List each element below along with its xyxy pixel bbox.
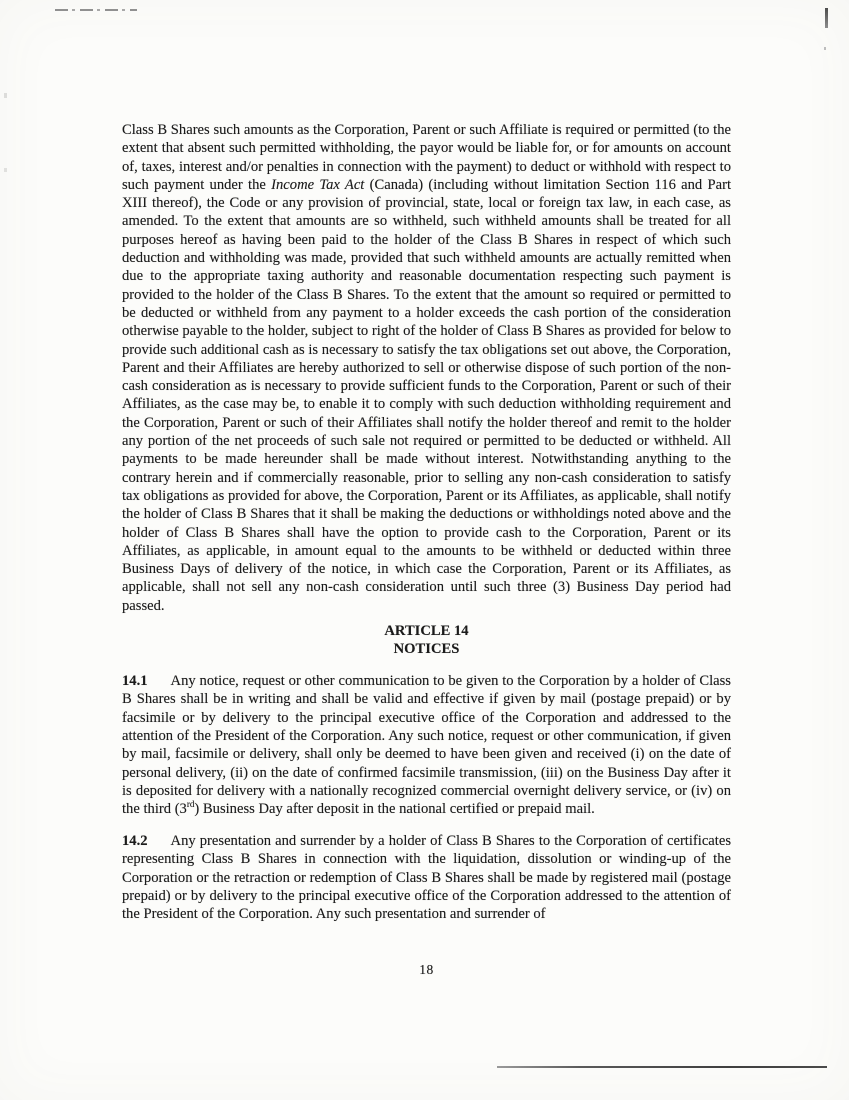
section-14-1: [122, 672, 731, 818]
text-segment: 14.1: [122, 673, 148, 690]
article-heading: [122, 622, 731, 659]
article-subtitle: NOTICES: [393, 641, 460, 658]
scan-artifact-speck: [4, 93, 7, 98]
page-number: 18: [419, 962, 434, 977]
text-segment: ) Business Day after deposit in the national certified or prepaid mail.: [194, 801, 595, 818]
text-segment: Class B Shares such amounts as the Corporation, Parent or such Affiliate is required or permitted (to the extent that absent such permitted withholding, the payor would be liable for, or for amounts on account of, taxes, interest and/or penalties in connection with the payment) to deduct or withhold with respect to such payment under the: [122, 122, 731, 193]
section-14-2: [122, 832, 731, 923]
text-segment: 14.2: [122, 832, 148, 849]
text-segment: Any notice, request or other communication to be given to the Corporation by a holder of Class B Shares shall be in writing and shall be valid and effective if given by mail (postage prepaid) or by facsimile or by delivery to the principal executive office of the Corporation and addressed to the attention of the President of the Corporation. Any such notice, request or other communication, if given by mail, facsimile or delivery, shall only be deemed to have been given and received (i) on the date of personal delivery, (ii) on the date of confirmed facsimile transmission, (iii) on the Business Day after it is deposited for delivery with a nationally recognized commercial overnight delivery service, or (iv) on the third (3: [122, 673, 731, 818]
text-segment: Any presentation and surrender by a holder of Class B Shares to the Corporation of certificates representing Class B Shares in connection with the liquidation, dissolution or winding-up of the Corporation or the retraction or redemption of Class B Shares shall be made by registered mail (postage prepaid) or by delivery to the principal executive office of the Corporation addressed to the attention of the President of the Corporation. Any such presentation and surrender of: [122, 832, 731, 923]
text-segment: rd: [186, 799, 195, 810]
article-title: ARTICLE 14: [384, 623, 469, 640]
scan-artifact-speck: [4, 168, 7, 172]
scan-artifact-bottom-line: [497, 1066, 827, 1068]
text-segment: (Canada) (including without limitation Section 116 and Part XIII thereof), the Code or any provision of provincial, state, local or foreign tax law, in each case, as amended. To the extent that amounts are so withheld, such withheld amounts shall be treated for all purposes hereof as having been paid to the holder of the Class B Shares in respect of which such deduction and withholding was made, provided that such withheld amounts are actually remitted when due to the appropriate taxing authority and reasonable documentation respecting such payment is provided to the holder of the Class B Shares. To the extent that the amount so required or permitted to be deducted or withheld from any payment to a holder exceeds the cash portion of the consideration otherwise payable to the holder, subject to right of the holder of Class B Shares as provided for below to provide such additional cash as is necessary to satisfy the tax obligations set out above, the Corporation, Parent and their Affiliates are hereby authorized to sell or otherwise dispose of such portion of the non-cash consideration as is necessary to provide sufficient funds to the Corporation, Parent or such of their Affiliates, as the case may be, to enable it to comply with such deduction withholding requirement and the Corporation, Parent or such of their Affiliates shall notify the holder thereof and remit to the holder any portion of the net proceeds of such sale not required or permitted to be deducted or withheld. All payments to be made hereunder shall be made without interest. Notwithstanding anything to the contrary herein and if commercially reasonable, prior to selling any non-cash consideration to satisfy tax obligations as provided for above, the Corporation, Parent or its Affiliates, as applicable, shall notify the holder of Class B Shares that it shall be making the deductions or withholdings noted above and the holder of Class B Shares shall have the option to provide cash to the Corporation, Parent or its Affiliates, as applicable, in amount equal to the amounts to be withheld or deducted within three Business Days of delivery of the notice, in which case the Corporation, Parent or its Affiliates, as applicable, shall not sell any non-cash consideration until such three (3) Business Day period had passed.: [122, 176, 732, 614]
scan-artifact-dashes: [55, 9, 137, 11]
scan-artifact-tick: [825, 8, 828, 28]
paragraph-continuation: [122, 121, 731, 615]
scan-artifact-speck: [824, 47, 826, 50]
document-body: [122, 121, 731, 923]
text-segment: Income Tax Act: [271, 176, 365, 193]
